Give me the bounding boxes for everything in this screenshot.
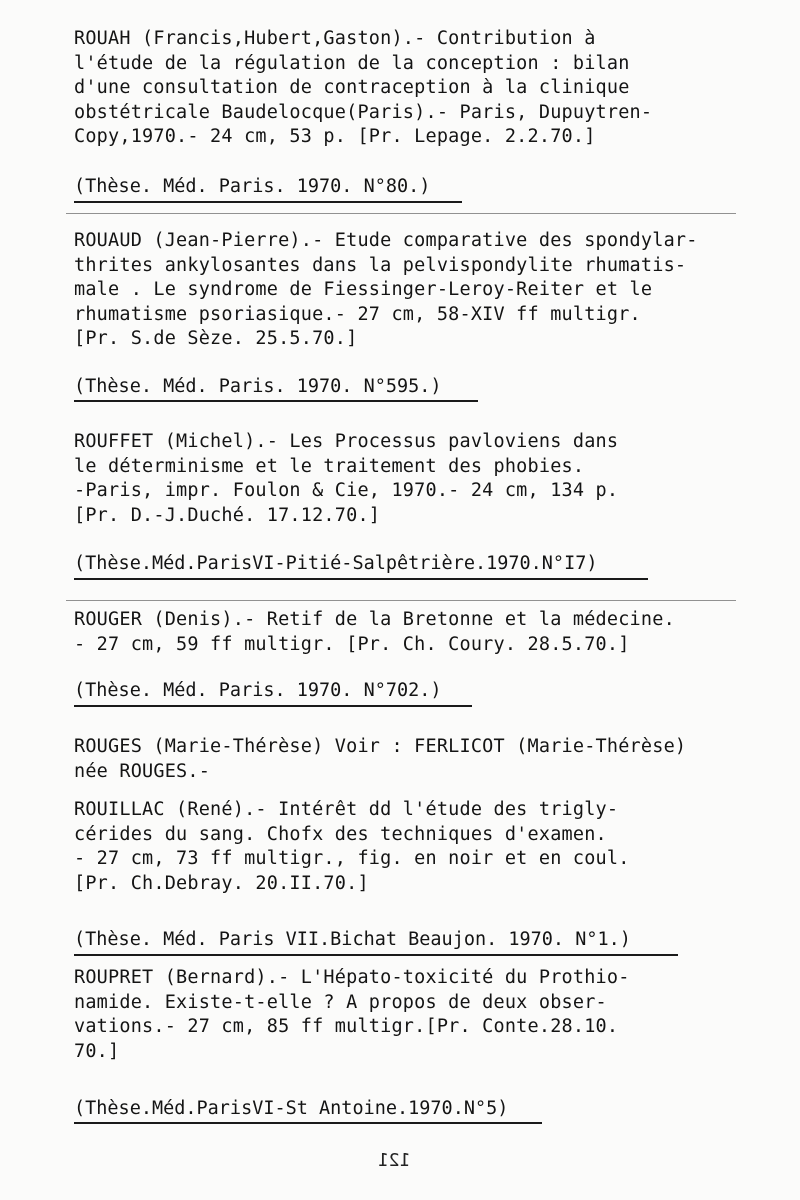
entry-line: - 27 cm, 59 ff multigr. [Pr. Ch. Coury. 28.5.70.]	[74, 633, 630, 655]
entry-line: [Pr. Ch.Debray. 20.II.70.]	[74, 872, 369, 894]
entry-line: male . Le syndrome de Fiessinger-Leroy-Reiter et le	[74, 279, 653, 300]
these-reference: (Thèse.Méd.ParisVI-Pitié-Salpêtrière.1970.N°I7)	[74, 553, 598, 574]
entry-line: 70.]	[74, 1040, 120, 1062]
these-reference: (Thèse. Méd. Paris. 1970. N°595.)	[74, 376, 442, 397]
entry-divider	[66, 600, 736, 601]
entry-line: [Pr. S.de Sèze. 25.5.70.]	[74, 328, 358, 349]
entry-line: [Pr. D.-J.Duché. 17.12.70.]	[74, 504, 381, 526]
entry-line: - 27 cm, 73 ff multigr., fig. en noir et en coul.	[74, 848, 630, 869]
these-underline	[74, 201, 462, 203]
bibliography-entry-rouaud	[74, 229, 754, 352]
page-number: 121	[378, 1150, 411, 1171]
these-reference: (Thèse.Méd.ParisVI-St Antoine.1970.N°5)	[74, 1098, 509, 1119]
bibliography-entry-rouges	[74, 735, 754, 784]
these-underline	[74, 400, 478, 402]
entry-line: vations.- 27 cm, 85 ff multigr.[Pr. Conte.28.10.	[74, 1016, 619, 1037]
entry-line: Copy,1970.- 24 cm, 53 p. [Pr. Lepage. 2.2.70.]	[74, 126, 596, 147]
entry-divider	[66, 213, 736, 214]
entry-line: ROUAUD (Jean-Pierre).- Etude comparative des spondylar-	[74, 230, 698, 251]
entry-line: ROUAH (Francis,Hubert,Gaston).- Contribution à	[74, 28, 596, 49]
entry-line: thrites ankylosantes dans la pelvispondylite rhumatis-	[74, 254, 687, 276]
bibliography-entry-rouillac	[74, 798, 754, 896]
entry-line: cérides du sang. Chofx des techniques d'examen.	[74, 823, 607, 845]
these-underline	[74, 705, 472, 707]
bibliography-entry-rouger	[74, 608, 754, 657]
these-underline	[74, 578, 648, 580]
entry-line: ROUGES (Marie-Thérèse) Voir : FERLICOT (Marie-Thérèse)	[74, 736, 687, 757]
these-reference: (Thèse. Méd. Paris. 1970. N°702.)	[74, 680, 442, 701]
entry-line: ROUILLAC (René).- Intérêt dd l'étude des trigly-	[74, 799, 619, 820]
entry-line: ROUGER (Denis).- Retif de la Bretonne et la médecine.	[74, 609, 675, 630]
entry-line: le déterminisme et le traitement des phobies.	[74, 455, 585, 477]
entry-line: d'une consultation de contraception à la clinique	[74, 77, 630, 98]
entry-line: rhumatisme psoriasique.- 27 cm, 58-XIV ff multigr.	[74, 303, 641, 325]
entry-line: née ROUGES.-	[74, 760, 211, 782]
entry-line: ROUPRET (Bernard).- L'Hépato-toxicité du Prothio-	[74, 967, 630, 988]
these-underline	[74, 954, 678, 956]
these-reference: (Thèse. Méd. Paris VII.Bichat Beaujon. 1970. N°1.)	[74, 929, 631, 950]
entry-line: l'étude de la régulation de la conception : bilan	[74, 52, 630, 74]
these-reference: (Thèse. Méd. Paris. 1970. N°80.)	[74, 176, 431, 197]
entry-line: -Paris, impr. Foulon & Cie, 1970.- 24 cm, 134 p.	[74, 480, 619, 501]
entry-line: obstétricale Baudelocque(Paris).- Paris, Dupuytren-	[74, 101, 653, 123]
entry-line: ROUFFET (Michel).- Les Processus pavloviens dans	[74, 431, 619, 452]
these-underline	[74, 1122, 542, 1124]
bibliography-entry-rouah	[74, 27, 754, 150]
entry-line: namide. Existe-t-elle ? A propos de deux obser-	[74, 991, 607, 1013]
bibliography-entry-roupret	[74, 966, 754, 1064]
bibliography-entry-rouffet	[74, 430, 754, 528]
